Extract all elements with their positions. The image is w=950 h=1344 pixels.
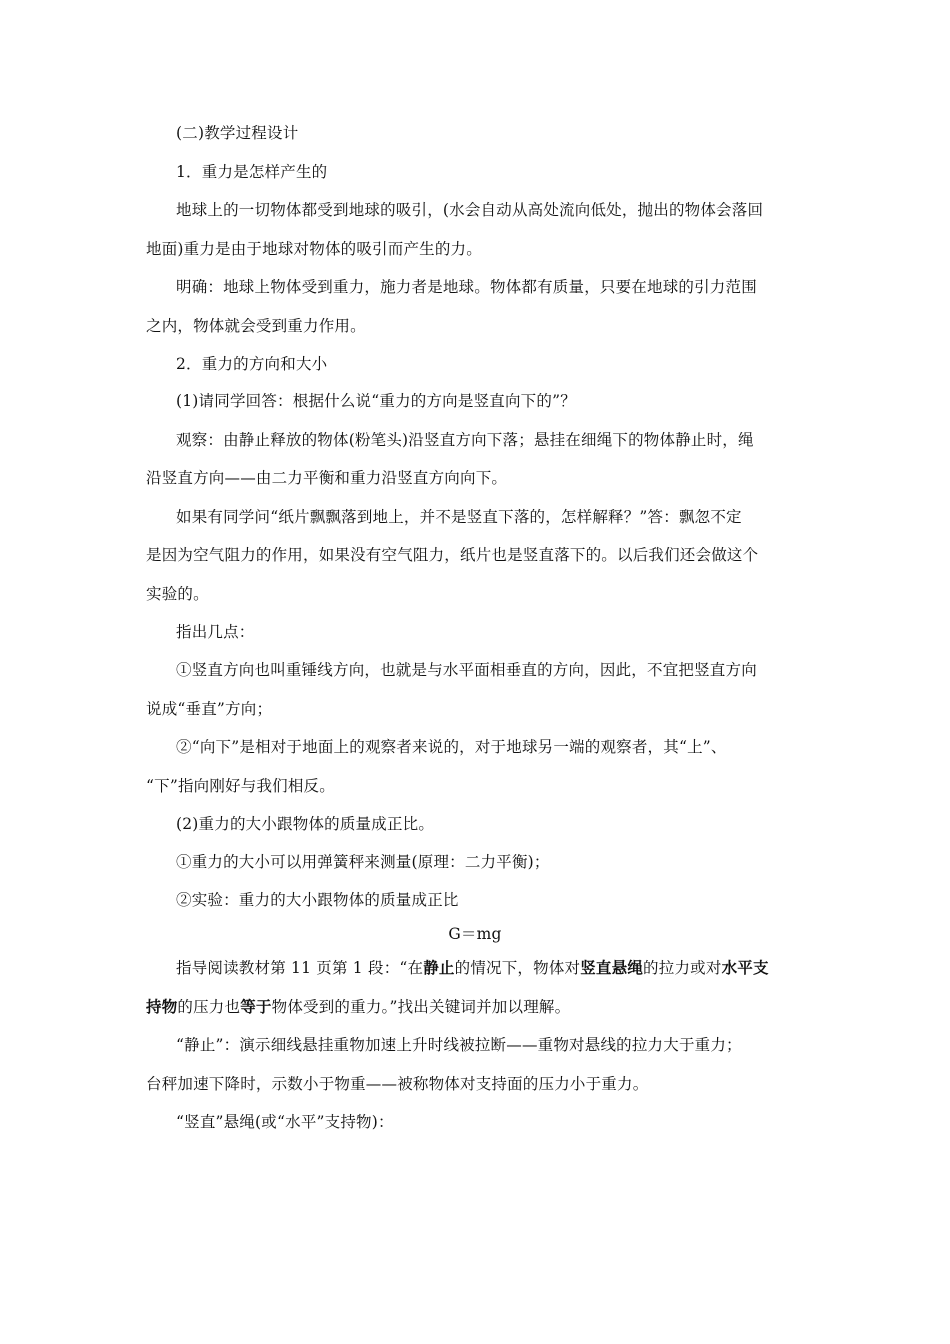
point-1-line: ①竖直方向也叫重锤线方向，也就是与水平面相垂直的方向，因此，不宜把竖直方向	[176, 661, 757, 679]
reading-text: 物体受到的重力。”找出关键词并加以理解。	[271, 998, 571, 1016]
reading-text: 指导阅读教材第 11 页第 1 段：“在	[176, 959, 424, 977]
still-explanation-line: 台秤加速下降时，示数小于物重——被称物体对支持面的压力小于重力。	[146, 1075, 649, 1093]
keyword-equal: 等于	[240, 997, 272, 1016]
reading-text: 的情况下，物体对	[454, 959, 581, 977]
paragraph-line: 如果有同学问“纸片飘飘落到地上，并不是竖直下落的，怎样解释？”答：飘忽不定	[176, 508, 742, 526]
points-heading: 指出几点：	[176, 623, 255, 641]
question-2: (2)重力的大小跟物体的质量成正比。	[176, 815, 435, 833]
keyword-still: 静止	[423, 958, 455, 977]
paragraph-line: 实验的。	[146, 585, 209, 603]
heading-2: 2．重力的方向和大小	[176, 355, 328, 373]
point-2-line: “下”指向刚好与我们相反。	[146, 777, 335, 795]
paragraph-line: 之内，物体就会受到重力作用。	[146, 317, 366, 335]
keyword-horizontal-support: 水平支	[721, 958, 769, 977]
keyword-support-object: 持物	[146, 997, 178, 1016]
reading-line-1	[176, 958, 769, 978]
keyword-vertical-rope: 竖直悬绳	[580, 958, 644, 977]
paragraph-line: 地球上的一切物体都受到地球的吸引，(水会自动从高处流向低处，抛出的物体会落回	[176, 201, 764, 219]
reading-line-2	[146, 997, 570, 1017]
question-2-item-b: ②实验：重力的大小跟物体的质量成正比	[176, 891, 459, 909]
point-2-line: ②“向下”是相对于地面上的观察者来说的，对于地球另一端的观察者，其“上”、	[176, 738, 727, 756]
paragraph-line: 观察：由静止释放的物体(粉笔头)沿竖直方向下落；悬挂在细绳下的物体静止时，绳	[176, 431, 754, 449]
still-explanation-line: “静止”：演示细线悬挂重物加速上升时线被拉断——重物对悬线的拉力大于重力；	[176, 1036, 742, 1054]
question-2-item-a: ①重力的大小可以用弹簧秤来测量(原理：二力平衡)；	[176, 853, 550, 871]
vertical-rope-line: “竖直”悬绳(或“水平”支持物)：	[176, 1113, 394, 1131]
point-1-line: 说成“垂直”方向；	[146, 700, 273, 718]
question-1: (1)请同学回答：根据什么说“重力的方向是竖直向下的”？	[176, 392, 576, 410]
heading-1: 1．重力是怎样产生的	[176, 163, 328, 181]
paragraph-line: 是因为空气阻力的作用，如果没有空气阻力，纸片也是竖直落下的。以后我们还会做这个	[146, 546, 759, 564]
reading-text: 的压力也	[177, 998, 241, 1016]
paragraph-line: 沿竖直方向——由二力平衡和重力沿竖直方向向下。	[146, 469, 508, 487]
paragraph-line: 地面)重力是由于地球对物体的吸引而产生的力。	[146, 240, 482, 258]
section-heading: (二)教学过程设计	[176, 124, 299, 142]
formula: G＝mg	[448, 925, 502, 943]
reading-text: 的拉力或对	[643, 959, 722, 977]
paragraph-line: 明确：地球上物体受到重力，施力者是地球。物体都有质量，只要在地球的引力范围	[176, 278, 757, 296]
